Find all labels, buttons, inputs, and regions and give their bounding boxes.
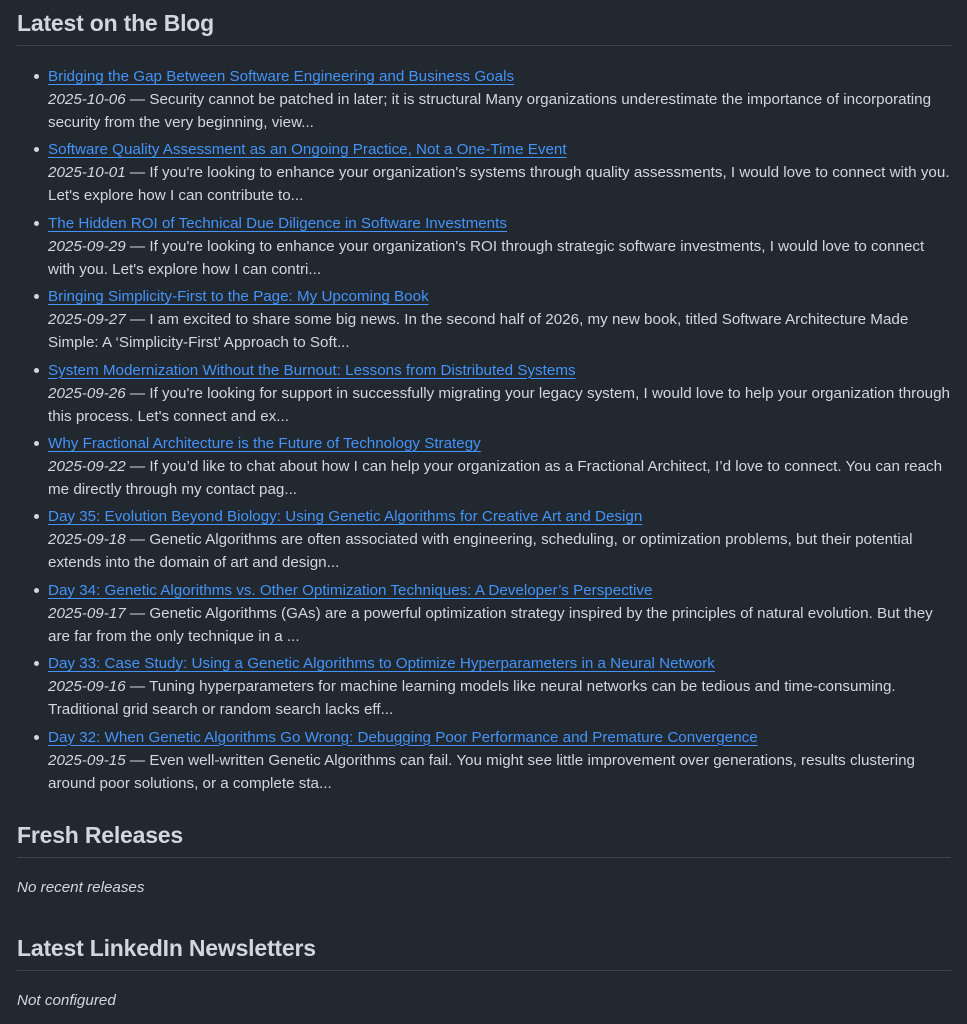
bullet-icon xyxy=(34,441,39,446)
post-title-link[interactable]: Day 33: Case Study: Using a Genetic Algorithms to Optimize Hyperparameters in a Neural Network xyxy=(48,655,715,673)
post-date: 2025-10-01 xyxy=(48,164,126,182)
post-date: 2025-09-27 xyxy=(48,311,126,329)
post-date: 2025-09-15 xyxy=(48,751,126,769)
list-item xyxy=(48,285,951,354)
post-title-link[interactable]: Bringing Simplicity-First to the Page: My Upcoming Book xyxy=(48,288,429,306)
post-excerpt: Even well-written Genetic Algorithms can fail. You might see little improvement over generations, results clustering around poor solutions, or a complete sta... xyxy=(48,751,915,792)
bullet-icon xyxy=(34,294,39,299)
post-date: 2025-10-06 xyxy=(48,91,126,108)
post-excerpt: Genetic Algorithms (GAs) are a powerful optimization strategy inspired by the principles of natural evolution. But they are far from the only technique in a ... xyxy=(48,604,933,645)
post-separator: — xyxy=(125,164,150,182)
post-title-link[interactable]: Day 34: Genetic Algorithms vs. Other Optimization Techniques: A Developer’s Perspective xyxy=(48,581,653,599)
bullet-icon xyxy=(34,221,39,226)
post-date: 2025-09-29 xyxy=(48,237,126,255)
post-separator: — xyxy=(125,311,150,329)
post-excerpt: If you're looking to enhance your organization's systems through quality assessments, I would love to connect with you. Let's explore how I can contribute to... xyxy=(48,164,950,205)
post-separator: — xyxy=(125,531,150,549)
post-separator: — xyxy=(125,91,150,108)
bullet-icon xyxy=(34,74,39,79)
list-item xyxy=(48,726,951,795)
list-item xyxy=(48,579,951,648)
bullet-icon xyxy=(34,368,39,373)
list-item xyxy=(48,432,951,501)
post-date: 2025-09-22 xyxy=(48,457,126,475)
blog-section-heading: Latest on the Blog xyxy=(17,0,951,46)
bullet-icon xyxy=(34,661,39,666)
bullet-icon xyxy=(34,588,39,593)
post-title-link[interactable]: Bridging the Gap Between Software Engineering and Business Goals xyxy=(48,68,515,85)
list-item xyxy=(48,138,951,207)
post-title-link[interactable]: System Modernization Without the Burnout: Lessons from Distributed Systems xyxy=(48,361,576,379)
post-date: 2025-09-16 xyxy=(48,678,126,696)
list-item xyxy=(48,212,951,281)
post-excerpt: I am excited to share some big news. In the second half of 2026, my new book, titled Software Architecture Made Simple: A ‘Simplicity-First’ Approach to Soft... xyxy=(48,311,909,352)
post-separator: — xyxy=(125,678,150,696)
bullet-icon xyxy=(34,735,39,740)
list-item xyxy=(48,652,951,721)
newsletters-section-heading: Latest LinkedIn Newsletters xyxy=(17,935,951,971)
post-title-link[interactable]: Why Fractional Architecture is the Future of Technology Strategy xyxy=(48,434,481,452)
post-separator: — xyxy=(125,751,150,769)
post-separator: — xyxy=(125,237,150,255)
releases-empty-note: No recent releases xyxy=(17,878,145,896)
post-separator: — xyxy=(125,604,150,622)
list-item xyxy=(48,65,951,134)
list-item xyxy=(48,505,951,574)
bullet-icon xyxy=(34,514,39,519)
post-excerpt: If you're looking to enhance your organization's ROI through strategic software investments, I would love to connect with you. Let's explore how I can contri... xyxy=(48,237,925,278)
newsletters-empty-note: Not configured xyxy=(17,991,116,1009)
post-title-link[interactable]: Day 32: When Genetic Algorithms Go Wrong: Debugging Poor Performance and Premature Convergence xyxy=(48,728,758,746)
post-excerpt: If you’d like to chat about how I can help your organization as a Fractional Architect, I’d love to connect. You can reach me directly through my contact pag... xyxy=(48,457,943,498)
post-separator: — xyxy=(125,384,150,402)
bullet-icon xyxy=(34,147,39,152)
blog-post-list xyxy=(17,65,951,795)
post-title-link[interactable]: The Hidden ROI of Technical Due Diligence in Software Investments xyxy=(48,214,507,232)
post-date: 2025-09-26 xyxy=(48,384,126,402)
post-title-link[interactable]: Day 35: Evolution Beyond Biology: Using Genetic Algorithms for Creative Art and Design xyxy=(48,508,643,526)
releases-section-heading: Fresh Releases xyxy=(17,822,951,858)
post-date: 2025-09-17 xyxy=(48,604,126,622)
post-excerpt: Tuning hyperparameters for machine learning models like neural networks can be tedious and time-consuming. Traditional grid search or random search lacks eff... xyxy=(48,678,896,719)
post-title-link[interactable]: Software Quality Assessment as an Ongoing Practice, Not a One-Time Event xyxy=(48,141,567,159)
post-date: 2025-09-18 xyxy=(48,531,126,549)
post-excerpt: Genetic Algorithms are often associated with engineering, scheduling, or optimization problems, but their potential extends into the domain of art and design... xyxy=(48,531,913,572)
post-excerpt: If you're looking for support in successfully migrating your legacy system, I would love to help your organization through this process. Let's connect and ex... xyxy=(48,384,950,425)
list-item xyxy=(48,359,951,428)
post-separator: — xyxy=(125,457,150,475)
post-excerpt: Security cannot be patched in later; it is structural Many organizations underestimate the importance of incorporating security from the very beginning, view... xyxy=(48,91,932,131)
